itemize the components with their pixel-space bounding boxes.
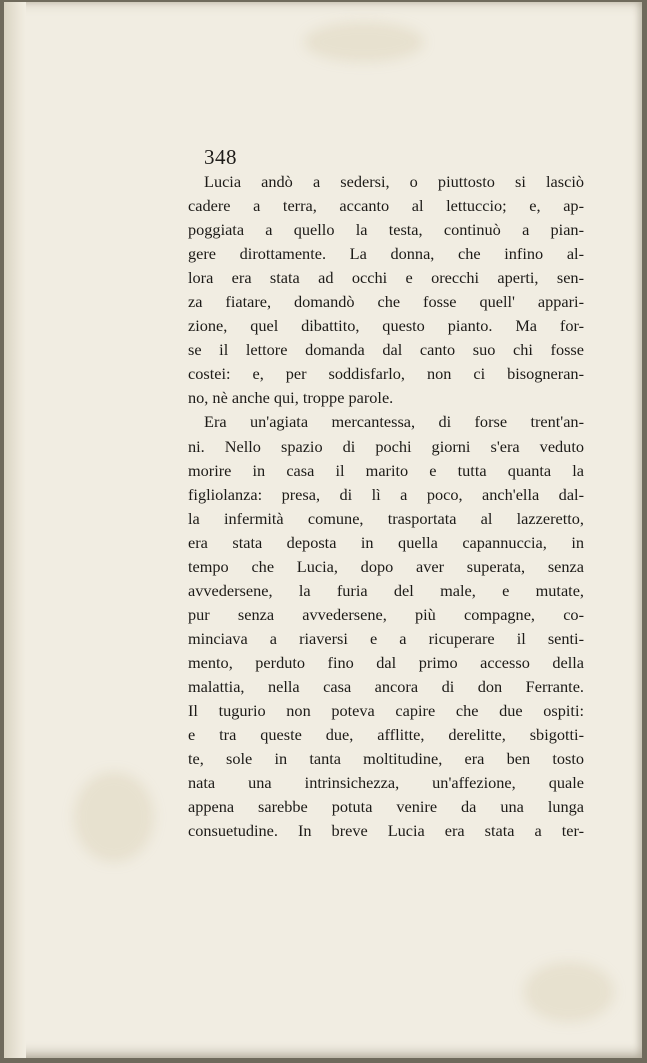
paper-stain	[524, 962, 614, 1022]
text-line: nata una intrinsichezza, un'affezione, quale	[188, 773, 584, 793]
text-line: minciava a riaversi e a ricuperare il senti-	[188, 628, 584, 648]
text-line: era stata deposta in quella capannuccia, in	[188, 532, 584, 552]
text-line: la infermità comune, trasportata al lazzeretto,	[188, 508, 584, 528]
text-line: se il lettore domanda dal canto suo chi fosse	[188, 340, 584, 360]
text-line: Il tugurio non poteva capire che due ospiti:	[188, 701, 584, 721]
page-spine-shadow	[4, 2, 26, 1058]
text-line: morire in casa il marito e tutta quanta la	[188, 460, 584, 480]
text-line: Era un'agiata mercantessa, di forse trent'an-	[204, 412, 584, 432]
text-line: figliolanza: presa, di lì a poco, anch'ella dal-	[188, 484, 584, 504]
text-line: costei: e, per soddisfarlo, non ci bisogneran-	[188, 364, 584, 384]
text-line: appena sarebbe potuta venire da una lunga	[188, 797, 584, 817]
text-line: no, nè anche qui, troppe parole.	[188, 388, 394, 408]
text-line: malattia, nella casa ancora di don Ferrante.	[188, 676, 584, 696]
text-line: poggiata a quello la testa, continuò a pian-	[188, 220, 584, 240]
text-line: avvedersene, la furia del male, e mutate,	[188, 580, 584, 600]
paper-stain	[74, 772, 154, 862]
text-line: gere dirottamente. La donna, che infino al-	[188, 244, 584, 264]
text-line: cadere a terra, accanto al lettuccio; e, ap-	[188, 196, 584, 216]
paper-stain	[304, 22, 424, 62]
text-line: pur senza avvedersene, più compagne, co-	[188, 604, 584, 624]
text-line: ni. Nello spazio di pochi giorni s'era veduto	[188, 436, 584, 456]
text-line: zione, quel dibattito, questo pianto. Ma for-	[188, 316, 584, 336]
body-text	[188, 170, 584, 843]
text-line: za fiatare, domandò che fosse quell' appari-	[188, 292, 584, 312]
text-line: lora era stata ad occhi e orecchi aperti, sen-	[188, 268, 584, 288]
text-line: mento, perduto fino dal primo accesso della	[188, 652, 584, 672]
text-line: e tra queste due, afflitte, derelitte, sbigotti-	[188, 725, 584, 745]
text-line: consuetudine. In breve Lucia era stata a ter-	[188, 821, 584, 841]
text-line: Lucia andò a sedersi, o piuttosto si lasciò	[204, 172, 584, 191]
text-line: tempo che Lucia, dopo aver superata, senza	[188, 556, 584, 576]
page-number: 348	[204, 145, 237, 169]
book-page	[4, 2, 642, 1058]
text-line: te, sole in tanta moltitudine, era ben tosto	[188, 749, 584, 769]
